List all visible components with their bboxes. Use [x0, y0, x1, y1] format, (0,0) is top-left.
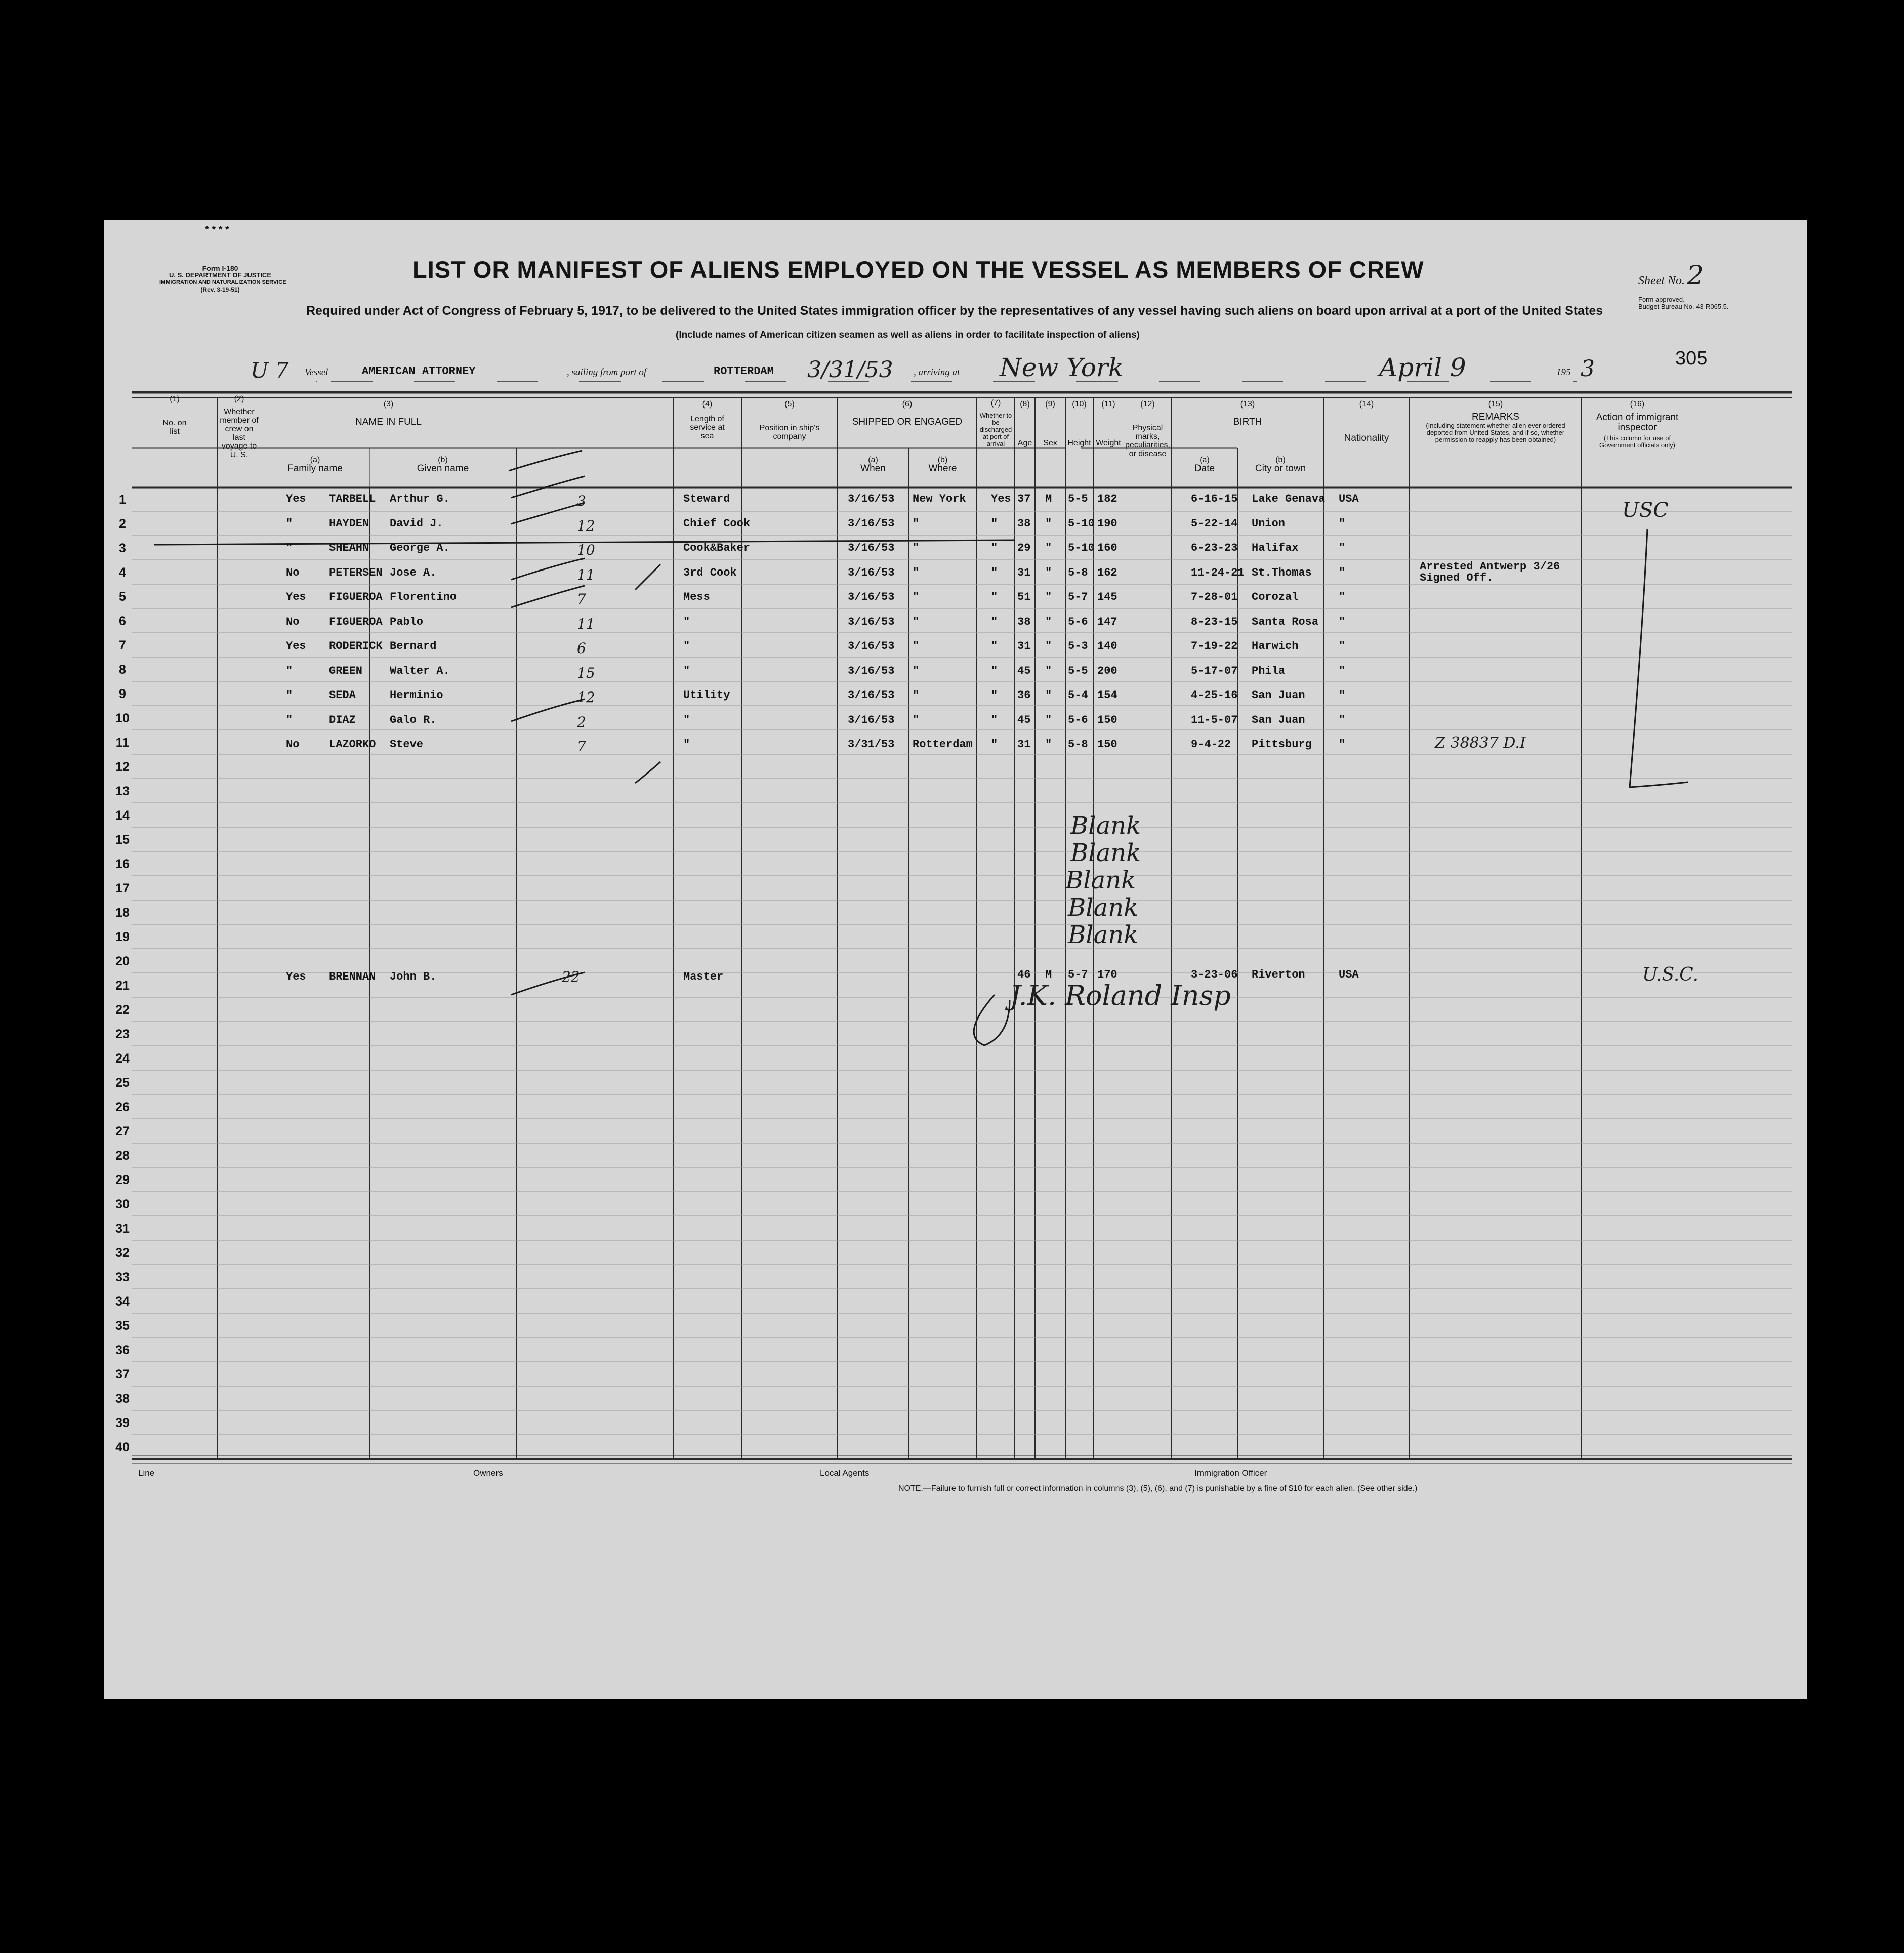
- line-number: 2: [119, 517, 126, 531]
- row-given-name: Arthur G.: [390, 493, 450, 505]
- row-weight: 190: [1097, 517, 1117, 530]
- master-position: Master: [683, 970, 724, 983]
- col7-header: (7) Whether to be discharged at port of arrival: [979, 399, 1012, 447]
- row-birth-date: 5-17-07: [1191, 664, 1238, 677]
- col1-header: (1) No. on list: [162, 395, 187, 436]
- row-birth-date: 11-24-21: [1191, 566, 1245, 579]
- row-nationality: USA: [1339, 493, 1359, 505]
- row-nationality: ": [1339, 640, 1346, 653]
- row-shipped-where: ": [913, 566, 920, 579]
- row-last-voyage: ": [286, 664, 293, 677]
- row-last-voyage: ": [286, 689, 293, 702]
- row-discharge: ": [991, 664, 998, 677]
- row-birth-date: 11-5-07: [1191, 713, 1238, 726]
- row-sex: ": [1045, 566, 1052, 579]
- line-number: 13: [115, 784, 130, 798]
- master-service: 22: [562, 968, 580, 985]
- row-height: 5-4: [1068, 689, 1088, 702]
- row-shipped-when: 3/16/53: [848, 493, 895, 505]
- row-family-name: HAYDEN: [329, 517, 369, 530]
- col2-header: (2) Whether member of crew on last voyage to U. S.: [220, 395, 259, 459]
- row-birth-date: 9-4-22: [1191, 738, 1231, 751]
- vessel-label: Vessel: [305, 367, 328, 378]
- line-number: 35: [115, 1319, 130, 1333]
- row-discharge: ": [991, 689, 998, 702]
- hand-usc-top: USC: [1622, 499, 1669, 522]
- row-family-name: PETERSEN: [329, 566, 383, 579]
- row-birth-city: Harwich: [1252, 640, 1299, 653]
- line-number: 28: [115, 1149, 130, 1163]
- col13a-header: (a) Date: [1194, 456, 1215, 474]
- col3-header: (3) NAME IN FULL: [355, 400, 422, 427]
- row-position: ": [683, 640, 690, 653]
- sheet-label: Sheet No.: [1638, 274, 1685, 288]
- row-shipped-when: 3/16/53: [848, 566, 895, 579]
- row-hand-note: Z 38837 D.I: [1435, 734, 1526, 752]
- line-number: 9: [119, 687, 126, 701]
- footer-line-label: Line: [138, 1468, 155, 1478]
- line-number: 32: [115, 1246, 130, 1260]
- row-shipped-where: ": [913, 591, 920, 603]
- row-birth-city: San Juan: [1252, 713, 1305, 726]
- hand-blank-13: Blank: [1070, 839, 1141, 867]
- row-last-voyage: ": [286, 542, 293, 554]
- row-family-name: RODERICK: [329, 640, 383, 653]
- line-number: 34: [115, 1294, 130, 1309]
- row-shipped-where: ": [913, 664, 920, 677]
- row-birth-date: 5-22-14: [1191, 517, 1238, 530]
- row-family-name: SEDA: [329, 689, 356, 702]
- line-number: 10: [115, 711, 130, 725]
- row-service-length: 11: [577, 566, 595, 583]
- sailing-label: , sailing from port of: [567, 367, 647, 378]
- master-height: 5-7: [1068, 968, 1088, 981]
- inspector-signature: J.K. Roland Insp: [1010, 980, 1231, 1011]
- col6-header: (6) SHIPPED OR ENGAGED: [852, 400, 963, 427]
- row-shipped-where: ": [913, 640, 920, 653]
- row-service-length: 11: [577, 615, 595, 632]
- row-shipped-where: ": [913, 713, 920, 726]
- line-number: 29: [115, 1173, 130, 1187]
- row-discharge: ": [991, 738, 998, 751]
- line-number: 24: [115, 1051, 130, 1066]
- row-sex: ": [1045, 615, 1052, 628]
- row-shipped-where: ": [913, 517, 920, 530]
- row-shipped-where: New York: [913, 493, 966, 505]
- row-sex: M: [1045, 493, 1052, 505]
- row-given-name: George A.: [390, 542, 450, 554]
- line-number: 18: [115, 906, 130, 920]
- hand-blank-15: Blank: [1068, 893, 1139, 922]
- col6b-header: (b) Where: [928, 456, 957, 474]
- row-shipped-when: 3/31/53: [848, 738, 895, 751]
- sailing-date: 3/31/53: [807, 357, 893, 383]
- row-sex: ": [1045, 713, 1052, 726]
- sailing-port: ROTTERDAM: [714, 365, 774, 378]
- row-shipped-when: 3/16/53: [848, 689, 895, 702]
- form-service: IMMIGRATION AND NATURALIZATION SERVICE: [159, 279, 286, 286]
- row-nationality: ": [1339, 517, 1346, 530]
- row-service-length: 12: [577, 517, 595, 534]
- line-number: 15: [115, 833, 130, 847]
- row-position: Chief Cook: [683, 517, 751, 530]
- footer-note: NOTE.—Failure to furnish full or correct information in columns (3), (5), (6), and (7) is punishable by a fine of $10 for each alien. (See other side.): [898, 1484, 1418, 1493]
- row-discharge: ": [991, 517, 998, 530]
- row-nationality: ": [1339, 615, 1346, 628]
- row-given-name: Pablo: [390, 615, 424, 628]
- year-hand: 3: [1581, 356, 1595, 382]
- row-weight: 154: [1097, 689, 1117, 702]
- row-age: 38: [1017, 517, 1031, 530]
- row-age: 31: [1017, 566, 1031, 579]
- row-last-voyage: Yes: [286, 591, 306, 603]
- row-weight: 147: [1097, 615, 1117, 628]
- row-position: ": [683, 615, 690, 628]
- row-nationality: ": [1339, 664, 1346, 677]
- year-prefix: 195: [1556, 367, 1571, 378]
- line-number: 19: [115, 930, 130, 944]
- row-sex: ": [1045, 689, 1052, 702]
- master-nationality: USA: [1339, 968, 1359, 981]
- row-height: 5-10: [1068, 542, 1095, 554]
- row-birth-date: 8-23-15: [1191, 615, 1238, 628]
- col13-header: (13) BIRTH: [1233, 400, 1262, 427]
- row-family-name: LAZORKO: [329, 738, 376, 751]
- footer-owners-label: Owners: [473, 1468, 503, 1478]
- row-birth-date: 7-28-01: [1191, 591, 1238, 603]
- row-family-name: FIGUEROA: [329, 615, 383, 628]
- row-family-name: GREEN: [329, 664, 363, 677]
- row-position: Cook&Baker: [683, 542, 751, 554]
- row-birth-date: 6-23-23: [1191, 542, 1238, 554]
- row-given-name: Steve: [390, 738, 424, 751]
- row-age: 29: [1017, 542, 1031, 554]
- row-given-name: Galo R.: [390, 713, 437, 726]
- row-birth-city: Pittsburg: [1252, 738, 1312, 751]
- row-shipped-when: 3/16/53: [848, 542, 895, 554]
- line-number: 12: [115, 760, 130, 774]
- line-number: 31: [115, 1222, 130, 1236]
- row-service-length: 12: [577, 689, 595, 706]
- col8-header: (8) Age: [1017, 400, 1032, 447]
- col16-header: (16) Action of immigrant inspector (This column for use of Government officials only): [1596, 400, 1679, 449]
- row-height: 5-5: [1068, 493, 1088, 505]
- sheet-number: 2: [1686, 261, 1704, 291]
- line-number: 22: [115, 1003, 130, 1017]
- hand-blank-14: Blank: [1065, 866, 1136, 894]
- row-birth-date: 4-25-16: [1191, 689, 1238, 702]
- row-sex: ": [1045, 664, 1052, 677]
- vessel-name: AMERICAN ATTORNEY: [362, 365, 476, 378]
- row-weight: 160: [1097, 542, 1117, 554]
- row-birth-date: 6-16-15: [1191, 493, 1238, 505]
- row-age: 31: [1017, 640, 1031, 653]
- line-number: 25: [115, 1076, 130, 1090]
- line-number: 8: [119, 663, 126, 677]
- row-shipped-when: 3/16/53: [848, 640, 895, 653]
- row-given-name: Bernard: [390, 640, 437, 653]
- line-number: 16: [115, 857, 130, 871]
- row-shipped-where: ": [913, 615, 920, 628]
- row-discharge: ": [991, 640, 998, 653]
- master-last-voyage: Yes: [286, 970, 306, 983]
- master-age: 46: [1017, 968, 1031, 981]
- row-height: 5-6: [1068, 615, 1088, 628]
- row-remarks-2: Signed Off.: [1420, 571, 1494, 584]
- row-age: 51: [1017, 591, 1031, 603]
- row-weight: 182: [1097, 493, 1117, 505]
- row-position: Mess: [683, 591, 710, 603]
- row-age: 45: [1017, 713, 1031, 726]
- row-shipped-when: 3/16/53: [848, 713, 895, 726]
- master-birth-date: 3-23-06: [1191, 968, 1238, 981]
- row-birth-city: San Juan: [1252, 689, 1305, 702]
- row-sex: ": [1045, 640, 1052, 653]
- row-last-voyage: ": [286, 517, 293, 530]
- form-revision: (Rev. 3-19-51): [200, 286, 240, 293]
- form-dept: U. S. DEPARTMENT OF JUSTICE: [169, 271, 271, 279]
- line-number: 21: [115, 979, 130, 993]
- row-height: 5-3: [1068, 640, 1088, 653]
- row-discharge: ": [991, 591, 998, 603]
- row-given-name: David J.: [390, 517, 443, 530]
- row-weight: 200: [1097, 664, 1117, 677]
- row-discharge: ": [991, 615, 998, 628]
- line-number: 5: [119, 590, 126, 604]
- row-nationality: ": [1339, 738, 1346, 751]
- row-birth-city: St.Thomas: [1252, 566, 1312, 579]
- col13b-header: (b) City or town: [1255, 456, 1306, 474]
- row-weight: 150: [1097, 713, 1117, 726]
- row-shipped-when: 3/16/53: [848, 615, 895, 628]
- row-service-length: 7: [577, 738, 586, 755]
- corner-mark: * * * *: [205, 224, 229, 235]
- row-given-name: Florentino: [390, 591, 457, 603]
- row-nationality: ": [1339, 566, 1346, 579]
- master-weight: 170: [1097, 968, 1117, 981]
- arriving-label: , arriving at: [914, 367, 960, 378]
- footer-agents-label: Local Agents: [820, 1468, 870, 1478]
- row-family-name: FIGUEROA: [329, 591, 383, 603]
- row-shipped-where: ": [913, 542, 920, 554]
- row-service-length: 10: [577, 542, 595, 558]
- row-weight: 140: [1097, 640, 1117, 653]
- line-number: 11: [115, 736, 130, 750]
- row-service-length: 7: [577, 591, 586, 607]
- row-position: ": [683, 738, 690, 751]
- row-sex: ": [1045, 591, 1052, 603]
- row-shipped-when: 3/16/53: [848, 664, 895, 677]
- line-number: 14: [115, 808, 130, 823]
- row-sex: ": [1045, 738, 1052, 751]
- col9-header: (9) Sex: [1043, 400, 1057, 447]
- master-sex: M: [1045, 968, 1052, 981]
- row-given-name: Jose A.: [390, 566, 437, 579]
- col14-header: (14) Nationality: [1344, 400, 1389, 443]
- master-given: John B.: [390, 970, 437, 983]
- col10-header: (10) Height: [1067, 400, 1091, 447]
- col3b-header: (b) Given name: [417, 456, 469, 474]
- row-height: 5-8: [1068, 566, 1088, 579]
- row-age: 45: [1017, 664, 1031, 677]
- row-age: 31: [1017, 738, 1031, 751]
- row-birth-city: Santa Rosa: [1252, 615, 1319, 628]
- row-birth-city: Halifax: [1252, 542, 1299, 554]
- row-last-voyage: No: [286, 738, 300, 751]
- row-position: ": [683, 664, 690, 677]
- master-family: BRENNAN: [329, 970, 376, 983]
- row-position: 3rd Cook: [683, 566, 737, 579]
- line-number: 27: [115, 1124, 130, 1138]
- line-number: 26: [115, 1100, 130, 1114]
- row-shipped-where: Rotterdam: [913, 738, 973, 751]
- arriving-port: New York: [1000, 353, 1124, 382]
- row-weight: 145: [1097, 591, 1117, 603]
- row-age: 38: [1017, 615, 1031, 628]
- row-birth-date: 7-19-22: [1191, 640, 1238, 653]
- line-number: 6: [119, 614, 126, 628]
- line-number: 36: [115, 1343, 130, 1357]
- row-height: 5-6: [1068, 713, 1088, 726]
- line-number: 33: [115, 1270, 130, 1284]
- row-weight: 150: [1097, 738, 1117, 751]
- row-service-length: 2: [577, 713, 586, 730]
- col4-header: (4) Length of service at sea: [690, 400, 725, 440]
- row-height: 5-5: [1068, 664, 1088, 677]
- line-number: 7: [119, 638, 126, 653]
- row-discharge: ": [991, 542, 998, 554]
- row-sex: ": [1045, 517, 1052, 530]
- row-weight: 162: [1097, 566, 1117, 579]
- line-number: 38: [115, 1392, 130, 1406]
- line-number: 37: [115, 1367, 130, 1381]
- row-last-voyage: Yes: [286, 640, 306, 653]
- row-service-length: 3: [577, 493, 586, 509]
- row-discharge: ": [991, 713, 998, 726]
- line-number: 30: [115, 1197, 130, 1211]
- hand-blank-16: Blank: [1068, 921, 1139, 949]
- row-birth-city: Lake Genava: [1252, 493, 1326, 505]
- form-approved: Form approved. Budget Bureau No. 43-R065.5.: [1638, 296, 1729, 310]
- col15-header: (15) REMARKS (Including statement whether alien ever ordered deported from United States, and if so, whether permission to reapply has been obtained): [1426, 400, 1565, 443]
- line-number: 39: [115, 1416, 130, 1430]
- line-number: 17: [115, 881, 130, 896]
- manifest-sheet: [104, 220, 1807, 1699]
- hand-blank-12: Blank: [1070, 811, 1141, 840]
- hand-usc-master: U.S.C.: [1642, 964, 1699, 985]
- arriving-date: April 9: [1379, 353, 1466, 382]
- row-last-voyage: No: [286, 615, 300, 628]
- row-discharge: Yes: [991, 493, 1011, 505]
- row-family-name: DIAZ: [329, 713, 356, 726]
- row-given-name: Walter A.: [390, 664, 450, 677]
- col12-header: (12) Physical marks, peculiarities, or disease: [1125, 400, 1170, 458]
- form-number: Form I-180: [202, 264, 238, 272]
- row-birth-city: Phila: [1252, 664, 1286, 677]
- line-number: 3: [119, 541, 126, 555]
- row-last-voyage: ": [286, 713, 293, 726]
- line-number: 20: [115, 954, 130, 968]
- row-last-voyage: Yes: [286, 493, 306, 505]
- row-service-length: 6: [577, 640, 586, 657]
- row-birth-city: Union: [1252, 517, 1286, 530]
- col6a-header: (a) When: [860, 456, 886, 474]
- row-birth-city: Corozal: [1252, 591, 1299, 603]
- line-number: 4: [119, 565, 126, 580]
- master-birth-city: Riverton: [1252, 968, 1305, 981]
- col3a-header: (a) Family name: [287, 456, 343, 474]
- footer-officer-label: Immigration Officer: [1194, 1468, 1267, 1478]
- row-age: 36: [1017, 689, 1031, 702]
- row-remarks: Arrested Antwerp 3/26: [1420, 560, 1560, 573]
- row-height: 5-7: [1068, 591, 1088, 603]
- row-last-voyage: No: [286, 566, 300, 579]
- row-nationality: ": [1339, 689, 1346, 702]
- row-discharge: ": [991, 566, 998, 579]
- row-nationality: ": [1339, 591, 1346, 603]
- row-shipped-when: 3/16/53: [848, 591, 895, 603]
- row-family-name: TARBELL: [329, 493, 376, 505]
- page-number: 305: [1675, 348, 1708, 369]
- line-number: 40: [115, 1440, 130, 1454]
- page-title: LIST OR MANIFEST OF ALIENS EMPLOYED ON THE VESSEL AS MEMBERS OF CREW: [412, 256, 1424, 283]
- row-height: 5-10: [1068, 517, 1095, 530]
- col11-header: (11) Weight: [1096, 400, 1121, 447]
- page-subtitle: Required under Act of Congress of February 5, 1917, to be delivered to the United States immigration officer by the representatives of any vessel having such aliens on board upon arrival at a port of the United States: [306, 304, 1603, 318]
- row-nationality: ": [1339, 713, 1346, 726]
- row-age: 37: [1017, 493, 1031, 505]
- col5-header: (5) Position in ship's company: [759, 400, 820, 441]
- row-position: Steward: [683, 493, 730, 505]
- row-sex: ": [1045, 542, 1052, 554]
- row-service-length: 15: [577, 664, 595, 681]
- row-position: Utility: [683, 689, 730, 702]
- line-number: 23: [115, 1027, 130, 1041]
- row-shipped-where: ": [913, 689, 920, 702]
- row-position: ": [683, 713, 690, 726]
- row-height: 5-8: [1068, 738, 1088, 751]
- row-given-name: Herminio: [390, 689, 443, 702]
- vessel-prefix-hand: U 7: [251, 358, 289, 383]
- line-number: 1: [119, 493, 126, 507]
- row-shipped-when: 3/16/53: [848, 517, 895, 530]
- page-subnote: (Include names of American citizen seamen as well as aliens in order to facilitate inspection of aliens): [676, 330, 1140, 340]
- row-nationality: ": [1339, 542, 1346, 554]
- row-family-name: SHEAHN: [329, 542, 369, 554]
